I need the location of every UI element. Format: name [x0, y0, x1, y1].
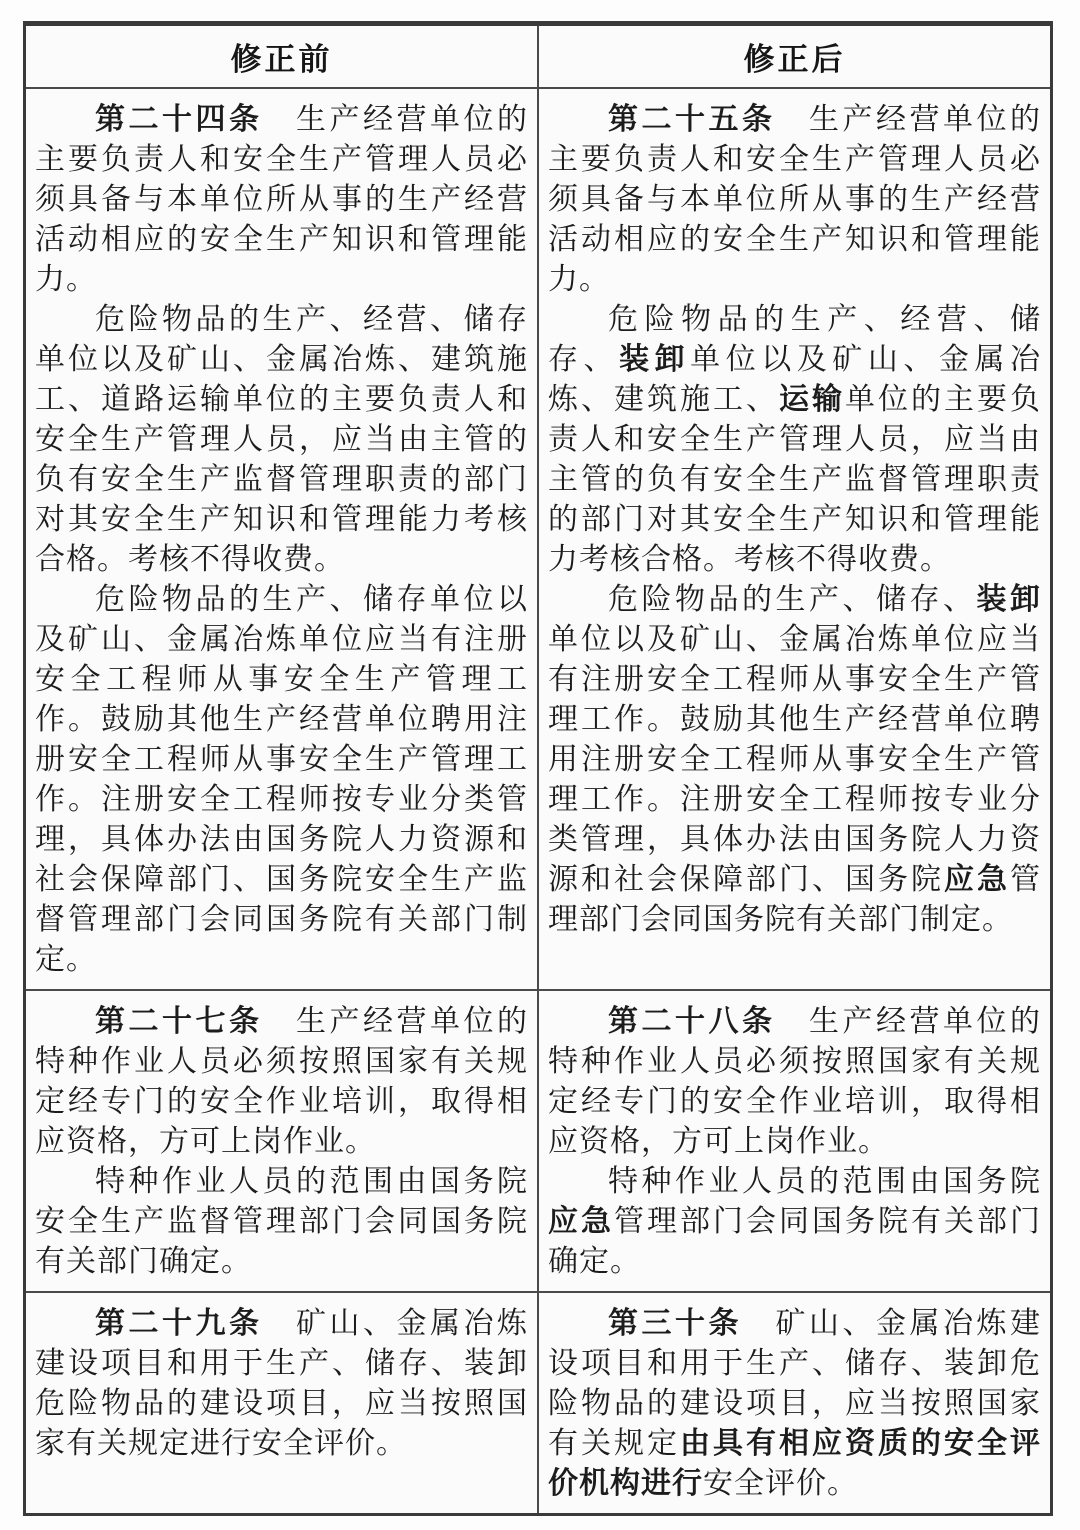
amended-text: 装卸 [976, 582, 1041, 616]
comparison-rows [25, 88, 1052, 1515]
article-paragraph [35, 1304, 528, 1464]
column-header-after: 修正后 [538, 24, 1052, 88]
body-text: 生产经营单位的主要负责人和安全生产管理人员必须具备与本单位所从事的生产经营活动相应的安全生产知识和管理能力。 [548, 101, 1041, 297]
column-header-before: 修正前 [25, 24, 539, 88]
body-text: 矿山、金属冶炼建设项目和用于生产、储存、装卸危险物品的建设项目，应当按照国家有关规定进行安全评价。 [35, 1305, 528, 1461]
amended-text: 应急 [944, 862, 1010, 896]
article-paragraph [548, 1304, 1041, 1504]
body-text: 管理部门会同国务院有关部门确定。 [548, 1203, 1041, 1279]
amended-text: 由具有相应资质的安全评价机构进行 [548, 1426, 1041, 1500]
article-paragraph [35, 580, 528, 980]
article-paragraph [548, 1002, 1041, 1162]
article-paragraph [548, 300, 1041, 580]
after-cell [538, 88, 1052, 990]
body-text: 单位的主要负责人和安全生产管理人员，应当由主管的负有安全生产监督管理职责的部门对其安全生产知识和管理能力考核合格。考核不得收费。 [548, 381, 1041, 577]
amendment-comparison-table [23, 21, 1053, 1516]
article-paragraph [35, 1162, 528, 1282]
header-row [25, 24, 1052, 88]
amended-text: 第二十五条 [608, 102, 776, 136]
before-cell [25, 88, 539, 990]
body-text: 矿山、金属冶炼建设项目和用于生产、储存、装卸危险物品的建设项目，应当按照国家有关规定 [548, 1305, 1041, 1461]
after-cell [538, 990, 1052, 1292]
body-text: 生产经营单位的特种作业人员必须按照国家有关规定经专门的安全作业培训，取得相应资格，方可上岗作业。 [35, 1003, 528, 1159]
body-text: 危险物品的生产、经营、储存、 [548, 301, 1041, 377]
body-text: 生产经营单位的特种作业人员必须按照国家有关规定经专门的安全作业培训，取得相应资格，方可上岗作业。 [548, 1003, 1041, 1159]
amended-text: 装卸 [619, 342, 691, 376]
body-text: 危险物品的生产、储存、 [608, 581, 977, 617]
after-cell [538, 1292, 1052, 1515]
body-text: 特种作业人员的范围由国务院 [608, 1163, 1041, 1199]
amended-text: 运输 [779, 382, 845, 416]
article-paragraph [35, 1002, 528, 1162]
body-text: 生产经营单位的主要负责人和安全生产管理人员必须具备与本单位所从事的生产经营活动相应的安全生产知识和管理能力。 [35, 101, 528, 297]
amended-text: 应急 [548, 1204, 614, 1238]
before-cell [25, 990, 539, 1292]
body-text: 单位以及矿山、金属冶炼、建筑施工、 [548, 341, 1042, 417]
article-paragraph [548, 100, 1041, 300]
body-text: 危险物品的生产、储存单位以及矿山、金属冶炼单位应当有注册安全工程师从事安全生产管理工作。鼓励其他生产经营单位聘用注册安全工程师从事安全生产管理工作。注册安全工程师按专业分类管理，具体办法由国务院人力资源和社会保障部门、国务院安全生产监督管理部门会同国务院有关部门制定。 [35, 581, 528, 977]
comparison-row [25, 88, 1052, 990]
body-text: 特种作业人员的范围由国务院安全生产监督管理部门会同国务院有关部门确定。 [35, 1163, 528, 1279]
body-text: 危险物品的生产、经营、储存单位以及矿山、金属冶炼、建筑施工、道路运输单位的主要负责人和安全生产管理人员，应当由主管的负有安全生产监督管理职责的部门对其安全生产知识和管理能力考核合格。考核不得收费。 [35, 301, 528, 577]
article-paragraph [548, 1162, 1041, 1282]
comparison-row [25, 1292, 1052, 1515]
body-text: 单位以及矿山、金属冶炼单位应当有注册安全工程师从事安全生产管理工作。鼓励其他生产经营单位聘用注册安全工程师从事安全生产管理工作。注册安全工程师按专业分类管理，具体办法由国务院人力资源和社会保障部门、国务院 [548, 621, 1041, 897]
comparison-row [25, 990, 1052, 1292]
amended-text: 第二十七条 [95, 1004, 263, 1038]
amended-text: 第二十八条 [608, 1004, 776, 1038]
article-paragraph [35, 300, 528, 580]
body-text: 安全评价。 [703, 1465, 858, 1501]
amended-text: 第二十九条 [95, 1306, 263, 1340]
amended-text: 第二十四条 [95, 102, 263, 136]
body-text: 管理部门会同国务院有关部门制定。 [548, 861, 1041, 937]
article-paragraph [548, 580, 1041, 940]
before-cell [25, 1292, 539, 1515]
amended-text: 第三十条 [608, 1306, 742, 1340]
article-paragraph [35, 100, 528, 300]
